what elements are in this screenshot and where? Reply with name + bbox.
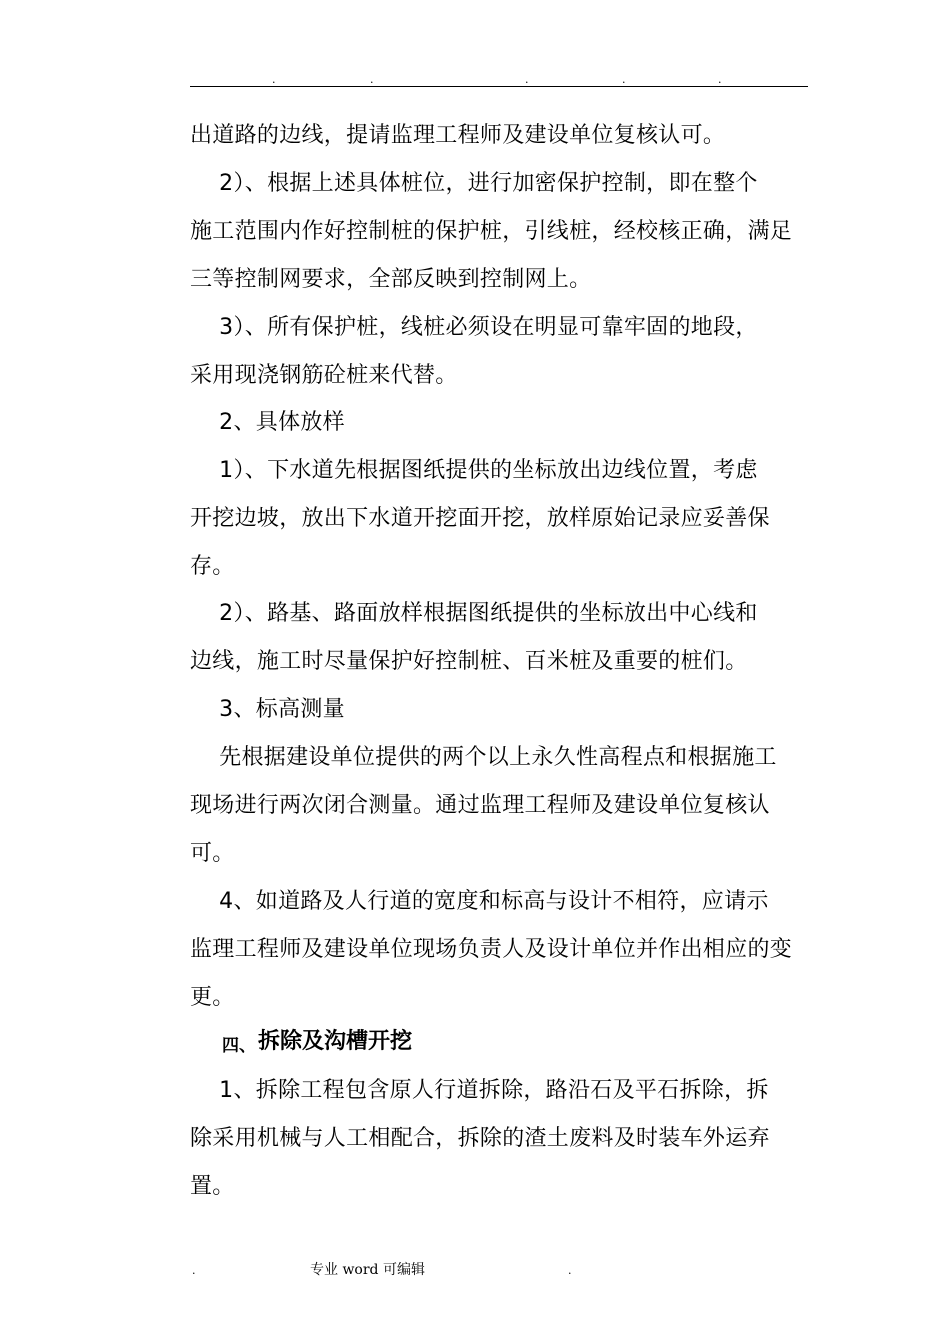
body-line: 先根据建设单位提供的两个以上永久性高程点和根据施工: [190, 745, 777, 770]
body-line: 现场进行两次闭合测量。通过监理工程师及建设单位复核认: [190, 793, 770, 818]
section-number: 四、: [222, 1036, 256, 1056]
body-line: 出道路的边线，提请监理工程师及建设单位复核认可。: [190, 123, 726, 148]
footer-dot: .: [192, 1264, 196, 1277]
footer-text: 专业 word 可编辑: [310, 1262, 425, 1278]
body-line: 更。: [190, 985, 235, 1010]
header-dot: .: [718, 73, 722, 86]
subheading: 3、标高测量: [190, 697, 345, 722]
header-dot: .: [370, 73, 374, 86]
body-line: 施工范围内作好控制桩的保护桩，引线桩，经校核正确，满足: [190, 219, 793, 244]
header-dot: .: [525, 73, 529, 86]
body-line: 可。: [190, 841, 235, 866]
body-line: 置。: [190, 1174, 235, 1199]
footer-dot: .: [568, 1264, 572, 1277]
header-dot: .: [622, 73, 626, 86]
body-line: 监理工程师及建设单位现场负责人及设计单位并作出相应的变: [190, 937, 793, 962]
header-rule: [190, 86, 808, 87]
body-line: 1）、下水道先根据图纸提供的坐标放出边线位置，考虑: [190, 458, 758, 483]
body-line: 2）、路基、路面放样根据图纸提供的坐标放出中心线和: [190, 601, 758, 626]
body-line: 三等控制网要求，全部反映到控制网上。: [190, 267, 592, 292]
body-line: 1、拆除工程包含原人行道拆除，路沿石及平石拆除，拆: [190, 1078, 769, 1103]
subheading: 2、具体放样: [190, 410, 345, 435]
header-dot: .: [272, 73, 276, 86]
body-line: 采用现浇钢筋砼桩来代替。: [190, 363, 458, 388]
body-line: 开挖边坡，放出下水道开挖面开挖，放样原始记录应妥善保: [190, 506, 770, 531]
section-title: 拆除及沟槽开挖: [258, 1029, 413, 1054]
body-line: 边线，施工时尽量保护好控制桩、百米桩及重要的桩们。: [190, 649, 748, 674]
body-line: 4、如道路及人行道的宽度和标高与设计不相符，应请示: [190, 889, 769, 914]
body-line: 存。: [190, 554, 235, 579]
body-line: 2）、根据上述具体桩位，进行加密保护控制，即在整个: [190, 171, 758, 196]
body-line: 除采用机械与人工相配合，拆除的渣土废料及时装车外运弃: [190, 1126, 770, 1151]
body-line: 3）、所有保护桩，线桩必须设在明显可靠牢固的地段，: [190, 315, 758, 340]
